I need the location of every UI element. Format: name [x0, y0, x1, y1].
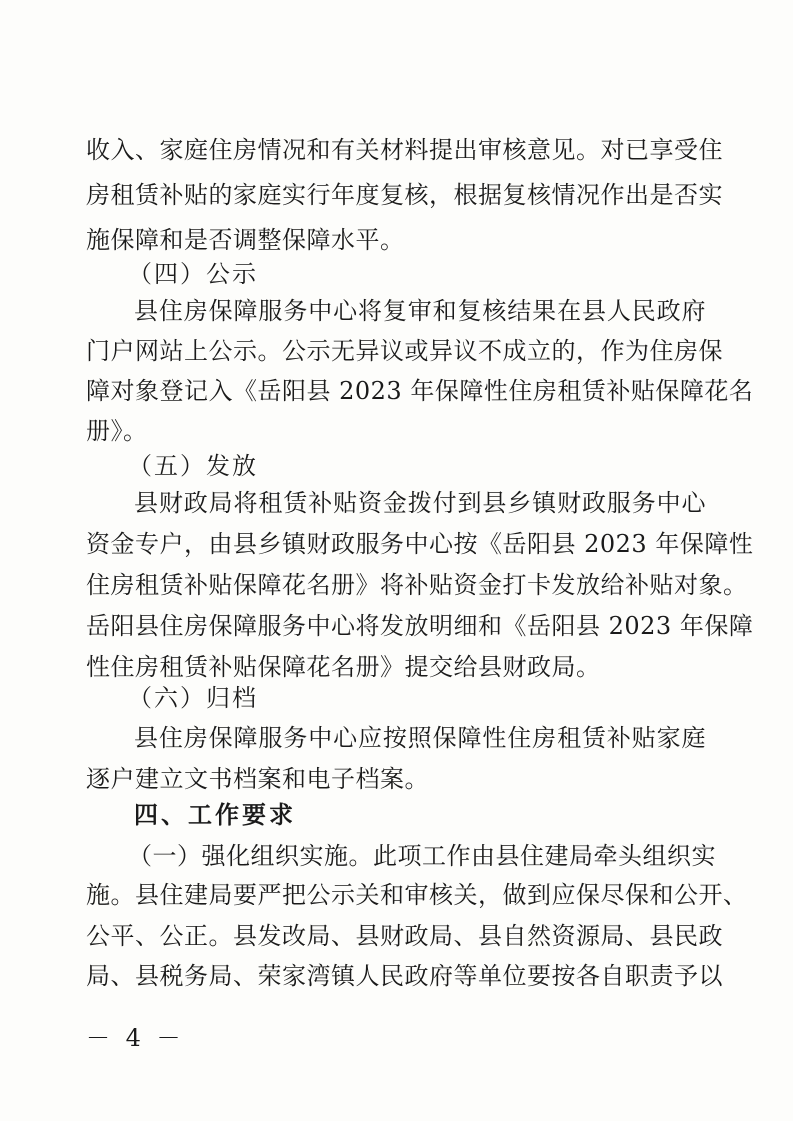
- body-line: 收入、家庭住房情况和有关材料提出审核意见。对已享受住: [86, 136, 723, 164]
- body-line: （一）强化组织实施。此项工作由县住建局牵头组织实: [128, 842, 716, 870]
- section-heading-work-requirements: 四、工作要求: [134, 801, 296, 829]
- subsection-heading-archiving: （六）归档: [128, 684, 258, 712]
- body-line: 岳阳县住房保障服务中心将发放明细和《岳阳县 2023 年保障: [86, 612, 754, 640]
- body-line: 性住房租赁补贴保障花名册》提交给县财政局。: [86, 653, 601, 681]
- subsection-heading-publicity: （四）公示: [128, 260, 258, 288]
- body-line: 房租赁补贴的家庭实行年度复核，根据复核情况作出是否实: [86, 181, 723, 209]
- body-line: 县住房保障服务中心应按照保障性住房租赁补贴家庭: [134, 724, 706, 752]
- body-line: 逐户建立文书档案和电子档案。: [86, 765, 429, 793]
- body-line: 局、县税务局、荣家湾镇人民政府等单位要按各自职责予以: [86, 962, 723, 990]
- body-line: 门户网站上公示。公示无异议或异议不成立的，作为住房保: [86, 337, 723, 365]
- body-line: 住房租赁补贴保障花名册》将补贴资金打卡发放给补贴对象。: [86, 571, 748, 599]
- body-line: 公平、公正。县发改局、县财政局、县自然资源局、县民政: [86, 922, 723, 950]
- body-line: 施。县住建局要严把公示关和审核关，做到应保尽保和公开、: [86, 881, 748, 909]
- body-line: 册》。: [86, 417, 148, 445]
- body-line: 县住房保障服务中心将复审和复核结果在县人民政府: [134, 297, 706, 325]
- subsection-heading-distribution: （五）发放: [128, 452, 258, 480]
- body-line: 障对象登记入《岳阳县 2023 年保障性住房租赁补贴保障花名: [86, 377, 754, 405]
- page-number: － 4 －: [86, 1024, 185, 1052]
- body-line: 县财政局将租赁补贴资金拨付到县乡镇财政服务中心: [134, 489, 706, 517]
- body-line: 资金专户，由县乡镇财政服务中心按《岳阳县 2023 年保障性: [86, 530, 754, 558]
- body-line: 施保障和是否调整保障水平。: [86, 226, 405, 254]
